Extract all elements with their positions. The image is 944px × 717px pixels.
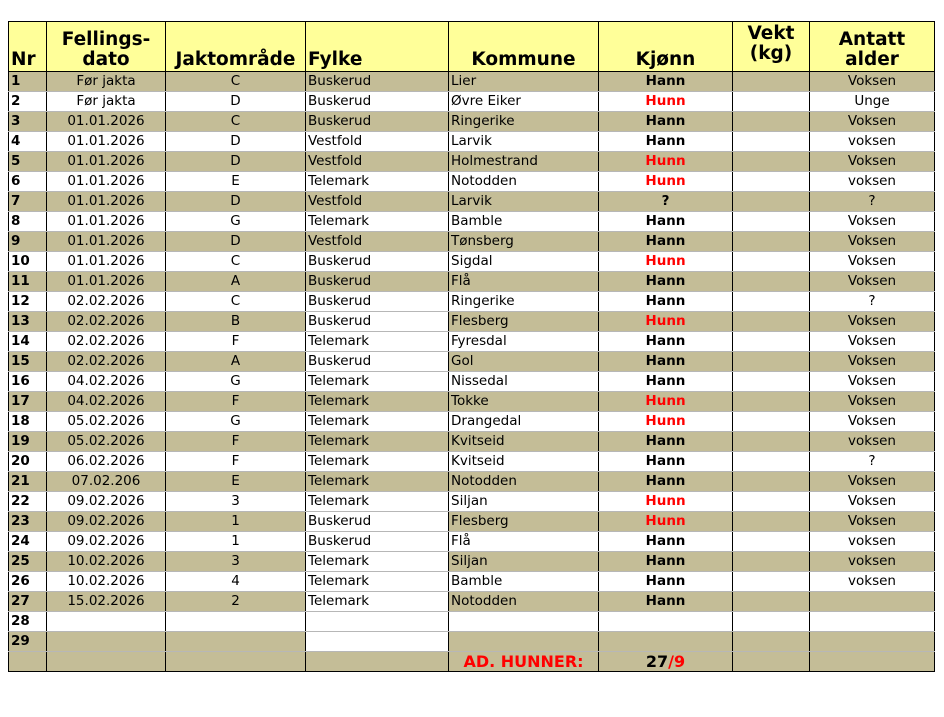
cell-kjonn[interactable]: Hann xyxy=(599,472,733,492)
cell-alder[interactable]: Voksen xyxy=(810,332,935,352)
cell-fylke[interactable]: Vestfold xyxy=(306,152,449,172)
cell-fylke[interactable]: Buskerud xyxy=(306,352,449,372)
cell-date[interactable] xyxy=(47,612,166,632)
cell-date[interactable] xyxy=(47,632,166,652)
cell-date[interactable]: 06.02.2026 xyxy=(47,452,166,472)
cell-area[interactable] xyxy=(166,632,306,652)
cell-kommune[interactable] xyxy=(449,632,599,652)
table-row xyxy=(9,472,935,492)
cell-nr[interactable]: 14 xyxy=(9,332,47,352)
cell-nr[interactable]: 18 xyxy=(9,412,47,432)
cell-kommune[interactable]: Larvik xyxy=(449,192,599,212)
table-row xyxy=(9,292,935,312)
cell-alder[interactable]: Voksen xyxy=(810,72,935,92)
cell-nr[interactable]: 26 xyxy=(9,572,47,592)
cell-area[interactable]: 4 xyxy=(166,572,306,592)
cell-kjonn[interactable]: ? xyxy=(599,192,733,212)
cell-date[interactable]: 09.02.2026 xyxy=(47,492,166,512)
cell-fylke[interactable]: Telemark xyxy=(306,412,449,432)
table-row xyxy=(9,352,935,372)
cell-alder[interactable]: voksen xyxy=(810,432,935,452)
cell-kommune[interactable]: Notodden xyxy=(449,592,599,612)
cell-kjonn[interactable]: Hann xyxy=(599,232,733,252)
cell-alder[interactable]: Voksen xyxy=(810,372,935,392)
cell-kommune[interactable]: Ringerike xyxy=(449,112,599,132)
cell-alder[interactable]: ? xyxy=(810,192,935,212)
cell-nr[interactable]: 15 xyxy=(9,352,47,372)
cell-vekt[interactable] xyxy=(733,172,810,192)
cell-area[interactable]: D xyxy=(166,232,306,252)
cell-date[interactable]: 05.02.2026 xyxy=(47,412,166,432)
cell-vekt[interactable] xyxy=(733,192,810,212)
cell-nr[interactable]: 9 xyxy=(9,232,47,252)
cell-nr[interactable]: 1 xyxy=(9,72,47,92)
table-row xyxy=(9,92,935,112)
cell-alder[interactable]: Voksen xyxy=(810,252,935,272)
header-kjonn[interactable]: Kjønn xyxy=(599,22,733,72)
cell-kjonn[interactable]: Hann xyxy=(599,532,733,552)
cell-date[interactable]: 04.02.2026 xyxy=(47,392,166,412)
cell-kjonn[interactable]: Hunn xyxy=(599,312,733,332)
cell-alder[interactable]: Voksen xyxy=(810,232,935,252)
cell-kjonn[interactable]: Hann xyxy=(599,372,733,392)
cell-nr[interactable]: 11 xyxy=(9,272,47,292)
cell-kjonn[interactable]: Hunn xyxy=(599,92,733,112)
cell-nr[interactable]: 3 xyxy=(9,112,47,132)
cell-kommune[interactable]: Holmestrand xyxy=(449,152,599,172)
cell-area[interactable]: 1 xyxy=(166,512,306,532)
cell-date[interactable]: 09.02.2026 xyxy=(47,512,166,532)
cell-fylke[interactable]: Buskerud xyxy=(306,72,449,92)
cell-area[interactable]: D xyxy=(166,92,306,112)
cell-area[interactable]: F xyxy=(166,392,306,412)
cell-fylke[interactable]: Buskerud xyxy=(306,532,449,552)
cell-area[interactable]: C xyxy=(166,252,306,272)
table-row xyxy=(9,232,935,252)
cell-nr[interactable]: 4 xyxy=(9,132,47,152)
cell-vekt[interactable] xyxy=(733,252,810,272)
cell-area[interactable]: F xyxy=(166,432,306,452)
header-row xyxy=(9,22,935,72)
cell-alder[interactable]: Voksen xyxy=(810,472,935,492)
cell-date[interactable]: 01.01.2026 xyxy=(47,172,166,192)
cell-alder[interactable] xyxy=(810,612,935,632)
cell-vekt[interactable] xyxy=(733,592,810,612)
cell-fylke[interactable] xyxy=(306,612,449,632)
cell-kjonn[interactable]: Hann xyxy=(599,112,733,132)
cell-fylke[interactable] xyxy=(306,632,449,652)
cell-kommune[interactable]: Flå xyxy=(449,272,599,292)
cell-nr[interactable]: 22 xyxy=(9,492,47,512)
cell-kommune[interactable]: Tønsberg xyxy=(449,232,599,252)
cell-vekt[interactable] xyxy=(733,352,810,372)
header-date[interactable]: Fellings- dato xyxy=(47,22,166,72)
cell-vekt[interactable] xyxy=(733,152,810,172)
table-row xyxy=(9,532,935,552)
cell-kommune[interactable]: Kvitseid xyxy=(449,452,599,472)
cell-date[interactable]: 01.01.2026 xyxy=(47,152,166,172)
summary-label[interactable]: AD. HUNNER: xyxy=(449,652,599,672)
cell-nr[interactable]: 21 xyxy=(9,472,47,492)
cell-nr[interactable]: 29 xyxy=(9,632,47,652)
table-row xyxy=(9,72,935,92)
cell-nr[interactable]: 19 xyxy=(9,432,47,452)
cell-fylke[interactable]: Telemark xyxy=(306,372,449,392)
cell-vekt[interactable] xyxy=(733,332,810,352)
cell-kommune[interactable]: Fyresdal xyxy=(449,332,599,352)
cell-date[interactable]: 15.02.2026 xyxy=(47,592,166,612)
cell-kommune[interactable]: Kvitseid xyxy=(449,432,599,452)
cell-kommune[interactable]: Bamble xyxy=(449,572,599,592)
cell-date[interactable]: 02.02.2026 xyxy=(47,352,166,372)
cell-nr[interactable]: 7 xyxy=(9,192,47,212)
cell-area[interactable]: B xyxy=(166,312,306,332)
cell-alder[interactable]: ? xyxy=(810,292,935,312)
cell-kjonn[interactable]: Hunn xyxy=(599,512,733,532)
cell-area[interactable]: E xyxy=(166,472,306,492)
cell-kjonn[interactable]: Hann xyxy=(599,452,733,472)
cell-kjonn[interactable]: Hann xyxy=(599,332,733,352)
cell-nr[interactable]: 25 xyxy=(9,552,47,572)
cell-alder[interactable]: Voksen xyxy=(810,272,935,292)
cell-area[interactable]: F xyxy=(166,332,306,352)
cell-kommune[interactable]: Lier xyxy=(449,72,599,92)
cell-date[interactable]: 01.01.2026 xyxy=(47,192,166,212)
cell-kommune[interactable]: Nissedal xyxy=(449,372,599,392)
cell-kommune[interactable]: Flesberg xyxy=(449,512,599,532)
cell-date[interactable]: 01.01.2026 xyxy=(47,212,166,232)
cell-alder[interactable]: voksen xyxy=(810,172,935,192)
cell-vekt[interactable] xyxy=(733,232,810,252)
header-alder[interactable]: Antatt alder xyxy=(810,22,935,72)
cell-vekt[interactable] xyxy=(733,92,810,112)
cell-fylke[interactable]: Buskerud xyxy=(306,272,449,292)
cell-kommune[interactable]: Larvik xyxy=(449,132,599,152)
cell-kjonn[interactable]: Hunn xyxy=(599,412,733,432)
cell-nr[interactable]: 16 xyxy=(9,372,47,392)
cell-fylke[interactable]: Buskerud xyxy=(306,312,449,332)
cell-vekt[interactable] xyxy=(733,272,810,292)
summary-total: 27 xyxy=(645,652,669,671)
cell-alder[interactable]: voksen xyxy=(810,532,935,552)
cell-alder[interactable] xyxy=(810,592,935,612)
cell-alder[interactable]: Unge xyxy=(810,92,935,112)
cell-fylke[interactable]: Vestfold xyxy=(306,232,449,252)
table-row xyxy=(9,392,935,412)
cell-date[interactable]: 01.01.2026 xyxy=(47,112,166,132)
cell-fylke[interactable]: Buskerud xyxy=(306,252,449,272)
cell-date[interactable]: 05.02.2026 xyxy=(47,432,166,452)
cell-alder[interactable]: ? xyxy=(810,452,935,472)
cell-date[interactable]: Før jakta xyxy=(47,72,166,92)
cell-nr[interactable]: 10 xyxy=(9,252,47,272)
cell-vekt[interactable] xyxy=(733,372,810,392)
cell-area[interactable]: G xyxy=(166,412,306,432)
cell-vekt[interactable] xyxy=(733,132,810,152)
cell-vekt[interactable] xyxy=(733,432,810,452)
cell-area[interactable]: F xyxy=(166,452,306,472)
cell-vekt[interactable] xyxy=(733,72,810,92)
header-fylke[interactable]: Fylke xyxy=(306,22,449,72)
cell-kommune[interactable] xyxy=(449,612,599,632)
table-row xyxy=(9,372,935,392)
summary-row xyxy=(9,652,935,672)
cell-kjonn[interactable] xyxy=(599,612,733,632)
cell-fylke[interactable]: Telemark xyxy=(306,572,449,592)
cell-fylke[interactable]: Telemark xyxy=(306,432,449,452)
cell-area[interactable]: C xyxy=(166,72,306,92)
cell-kjonn[interactable]: Hann xyxy=(599,212,733,232)
cell-date[interactable]: Før jakta xyxy=(47,92,166,112)
cell-kommune[interactable]: Tokke xyxy=(449,392,599,412)
cell-alder[interactable]: voksen xyxy=(810,572,935,592)
cell-kommune[interactable]: Notodden xyxy=(449,472,599,492)
table-row xyxy=(9,332,935,352)
cell-alder[interactable]: Voksen xyxy=(810,152,935,172)
cell-kjonn[interactable]: Hann xyxy=(599,552,733,572)
cell-vekt[interactable] xyxy=(733,452,810,472)
cell-vekt[interactable] xyxy=(733,112,810,132)
cell-area[interactable] xyxy=(166,612,306,632)
cell-fylke[interactable]: Telemark xyxy=(306,172,449,192)
cell-vekt[interactable] xyxy=(733,612,810,632)
table-row xyxy=(9,272,935,292)
cell-kjonn[interactable]: Hann xyxy=(599,72,733,92)
cell-nr[interactable]: 2 xyxy=(9,92,47,112)
cell-kjonn[interactable]: Hunn xyxy=(599,172,733,192)
table-row xyxy=(9,152,935,172)
cell-area[interactable]: C xyxy=(166,292,306,312)
table-row xyxy=(9,592,935,612)
cell-kjonn[interactable]: Hunn xyxy=(599,392,733,412)
cell-alder[interactable]: Voksen xyxy=(810,412,935,432)
cell-alder[interactable]: voksen xyxy=(810,552,935,572)
header-kommune[interactable]: Kommune xyxy=(449,22,599,72)
cell-kommune[interactable]: Øvre Eiker xyxy=(449,92,599,112)
cell-date[interactable]: 01.01.2026 xyxy=(47,132,166,152)
cell-fylke[interactable]: Telemark xyxy=(306,212,449,232)
cell-fylke[interactable]: Telemark xyxy=(306,492,449,512)
cell-nr[interactable]: 27 xyxy=(9,592,47,612)
cell-date[interactable]: 01.01.2026 xyxy=(47,252,166,272)
cell-area[interactable]: G xyxy=(166,212,306,232)
cell-vekt[interactable] xyxy=(733,312,810,332)
cell-alder[interactable]: Voksen xyxy=(810,512,935,532)
cell-vekt[interactable] xyxy=(733,572,810,592)
cell-area[interactable]: 1 xyxy=(166,532,306,552)
cell-kommune[interactable]: Gol xyxy=(449,352,599,372)
cell-vekt[interactable] xyxy=(733,632,810,652)
cell-alder[interactable]: Voksen xyxy=(810,392,935,412)
cell-vekt[interactable] xyxy=(733,552,810,572)
cell-vekt[interactable] xyxy=(733,392,810,412)
cell-alder[interactable]: Voksen xyxy=(810,112,935,132)
cell-date[interactable]: 10.02.2026 xyxy=(47,572,166,592)
header-area[interactable]: Jaktområde xyxy=(166,22,306,72)
cell-nr[interactable]: 23 xyxy=(9,512,47,532)
cell-fylke[interactable]: Telemark xyxy=(306,392,449,412)
cell-kjonn[interactable]: Hann xyxy=(599,592,733,612)
cell-alder[interactable]: Voksen xyxy=(810,492,935,512)
cell-date[interactable]: 02.02.2026 xyxy=(47,312,166,332)
cell-vekt[interactable] xyxy=(733,512,810,532)
cell-kjonn[interactable] xyxy=(599,632,733,652)
table-row xyxy=(9,252,935,272)
cell-kjonn[interactable]: Hann xyxy=(599,432,733,452)
cell-kjonn[interactable]: Hunn xyxy=(599,152,733,172)
cell-alder[interactable]: Voksen xyxy=(810,212,935,232)
cell-fylke[interactable]: Buskerud xyxy=(306,292,449,312)
cell-area[interactable]: C xyxy=(166,112,306,132)
cell-fylke[interactable]: Buskerud xyxy=(306,92,449,112)
cell-fylke[interactable]: Buskerud xyxy=(306,112,449,132)
cell-nr[interactable]: 5 xyxy=(9,152,47,172)
cell-area[interactable]: 2 xyxy=(166,592,306,612)
header-vekt[interactable]: Vekt (kg) xyxy=(733,22,810,72)
table-row xyxy=(9,432,935,452)
table-row xyxy=(9,312,935,332)
cell-fylke[interactable]: Vestfold xyxy=(306,192,449,212)
cell-alder[interactable]: voksen xyxy=(810,132,935,152)
cell-area[interactable]: A xyxy=(166,272,306,292)
cell-area[interactable]: G xyxy=(166,372,306,392)
cell-fylke[interactable]: Telemark xyxy=(306,452,449,472)
cell-nr[interactable]: 8 xyxy=(9,212,47,232)
cell-area[interactable]: D xyxy=(166,132,306,152)
summary-empty-date[interactable] xyxy=(47,652,166,672)
table-row xyxy=(9,192,935,212)
summary-empty-vekt[interactable] xyxy=(733,652,810,672)
cell-vekt[interactable] xyxy=(733,412,810,432)
cell-area[interactable]: 3 xyxy=(166,492,306,512)
cell-fylke[interactable]: Telemark xyxy=(306,592,449,612)
cell-kjonn[interactable]: Hann xyxy=(599,352,733,372)
table-row xyxy=(9,132,935,152)
header-nr[interactable]: Nr xyxy=(9,22,47,72)
cell-vekt[interactable] xyxy=(733,292,810,312)
table-row xyxy=(9,492,935,512)
cell-date[interactable]: 07.02.206 xyxy=(47,472,166,492)
cell-area[interactable]: D xyxy=(166,152,306,172)
cell-alder[interactable]: Voksen xyxy=(810,312,935,332)
cell-kjonn[interactable]: Hann xyxy=(599,292,733,312)
cell-area[interactable]: D xyxy=(166,192,306,212)
cell-kjonn[interactable]: Hunn xyxy=(599,252,733,272)
table-row xyxy=(9,572,935,592)
cell-date[interactable]: 01.01.2026 xyxy=(47,232,166,252)
cell-kommune[interactable]: Siljan xyxy=(449,552,599,572)
summary-slash: / xyxy=(668,652,674,671)
cell-area[interactable]: 3 xyxy=(166,552,306,572)
cell-date[interactable]: 04.02.2026 xyxy=(47,372,166,392)
table-row xyxy=(9,412,935,432)
felling-table xyxy=(8,21,935,672)
cell-kjonn[interactable]: Hann xyxy=(599,572,733,592)
cell-kommune[interactable]: Drangedal xyxy=(449,412,599,432)
cell-kjonn[interactable]: Hann xyxy=(599,132,733,152)
table-row xyxy=(9,212,935,232)
cell-fylke[interactable]: Telemark xyxy=(306,332,449,352)
table-row xyxy=(9,512,935,532)
cell-kommune[interactable]: Sigdal xyxy=(449,252,599,272)
cell-kjonn[interactable]: Hann xyxy=(599,272,733,292)
summary-hunner: 9 xyxy=(673,652,686,671)
cell-fylke[interactable]: Vestfold xyxy=(306,132,449,152)
cell-vekt[interactable] xyxy=(733,212,810,232)
cell-fylke[interactable]: Telemark xyxy=(306,472,449,492)
table-row xyxy=(9,452,935,472)
cell-kommune[interactable]: Siljan xyxy=(449,492,599,512)
summary-empty-area[interactable] xyxy=(166,652,306,672)
cell-fylke[interactable]: Telemark xyxy=(306,552,449,572)
cell-nr[interactable]: 13 xyxy=(9,312,47,332)
cell-date[interactable]: 02.02.2026 xyxy=(47,332,166,352)
cell-kommune[interactable]: Flå xyxy=(449,532,599,552)
cell-nr[interactable]: 20 xyxy=(9,452,47,472)
cell-vekt[interactable] xyxy=(733,532,810,552)
cell-date[interactable]: 09.02.2026 xyxy=(47,532,166,552)
summary-empty-alder[interactable] xyxy=(810,652,935,672)
cell-nr[interactable]: 12 xyxy=(9,292,47,312)
table-row xyxy=(9,112,935,132)
cell-area[interactable]: E xyxy=(166,172,306,192)
table-row xyxy=(9,612,935,632)
cell-nr[interactable]: 6 xyxy=(9,172,47,192)
summary-empty-nr[interactable] xyxy=(9,652,47,672)
cell-kommune[interactable]: Ringerike xyxy=(449,292,599,312)
cell-vekt[interactable] xyxy=(733,472,810,492)
table-row xyxy=(9,552,935,572)
summary-count[interactable] xyxy=(599,652,733,672)
cell-date[interactable]: 01.01.2026 xyxy=(47,272,166,292)
table-row xyxy=(9,632,935,652)
summary-empty-fylke[interactable] xyxy=(306,652,449,672)
cell-fylke[interactable]: Buskerud xyxy=(306,512,449,532)
cell-kjonn[interactable]: Hunn xyxy=(599,492,733,512)
cell-alder[interactable] xyxy=(810,632,935,652)
table-row xyxy=(9,172,935,192)
cell-area[interactable]: A xyxy=(166,352,306,372)
cell-date[interactable]: 10.02.2026 xyxy=(47,552,166,572)
cell-nr[interactable]: 17 xyxy=(9,392,47,412)
cell-date[interactable]: 02.02.2026 xyxy=(47,292,166,312)
cell-kommune[interactable]: Bamble xyxy=(449,212,599,232)
cell-vekt[interactable] xyxy=(733,492,810,512)
cell-kommune[interactable]: Notodden xyxy=(449,172,599,192)
cell-kommune[interactable]: Flesberg xyxy=(449,312,599,332)
cell-nr[interactable]: 24 xyxy=(9,532,47,552)
cell-alder[interactable]: Voksen xyxy=(810,352,935,372)
cell-nr[interactable]: 28 xyxy=(9,612,47,632)
